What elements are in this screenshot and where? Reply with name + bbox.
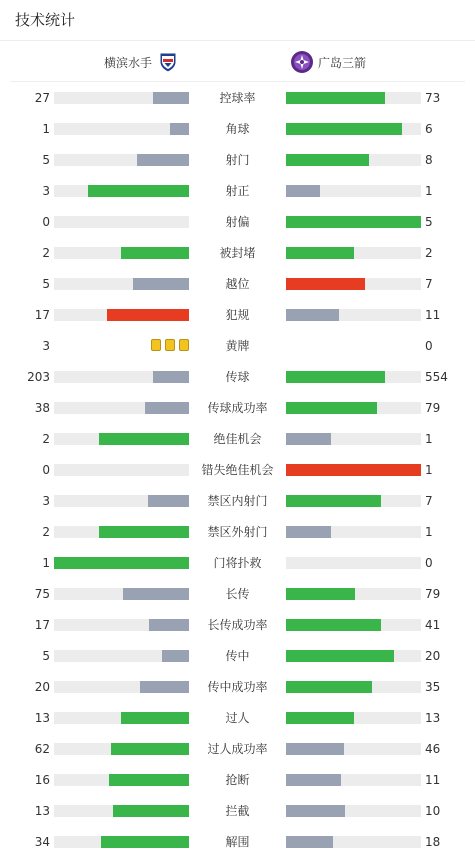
away-stat-bar [286,216,421,228]
yellow-card-icon [165,339,175,351]
stat-row [0,679,475,710]
away-stat-bar [286,774,421,786]
away-stat-value: 11 [425,308,441,322]
stat-label: 拦截 [225,804,250,818]
stat-label: 射偏 [225,215,250,229]
away-stat-value: 13 [425,711,441,725]
home-stat-bar [54,154,189,166]
home-stat-bar [54,123,189,135]
stat-row [0,586,475,617]
home-stat-value: 2 [42,432,50,446]
stat-label: 传中 [225,649,250,663]
home-stat-value: 5 [42,153,50,167]
away-stat-value: 0 [425,556,433,570]
stat-label: 抢断 [225,773,250,787]
home-stat-bar-fill [121,712,189,724]
away-stat-value: 7 [425,494,433,508]
away-stat-value: 79 [425,587,441,601]
stat-row [0,493,475,524]
home-stat-bar-fill [121,247,189,259]
away-stat-value: 73 [425,91,441,105]
away-stat-value: 79 [425,401,441,415]
home-stat-value: 0 [42,463,50,477]
stat-label: 禁区内射门 [207,494,268,508]
home-stat-bar [54,650,189,662]
stat-row [0,121,475,152]
away-stat-bar-fill [286,805,345,817]
away-stat-bar-fill [286,247,354,259]
home-stat-value: 203 [27,370,50,384]
away-stat-bar [286,588,421,600]
away-stat-value: 46 [425,742,441,756]
home-stat-value: 1 [42,556,50,570]
away-stat-value: 1 [425,184,433,198]
home-stat-bar [54,92,189,104]
away-stat-bar [286,619,421,631]
home-stat-value: 17 [34,618,50,632]
home-stat-bar-fill [99,433,189,445]
home-stat-value: 27 [34,91,50,105]
away-stat-bar [286,836,421,848]
stat-row [0,90,475,121]
home-stat-bar [54,278,189,290]
away-stat-value: 5 [425,215,433,229]
away-stat-bar [286,309,421,321]
away-stat-value: 8 [425,153,433,167]
home-stat-bar [54,557,189,569]
away-stat-value: 7 [425,277,433,291]
stat-label: 过人 [225,711,250,725]
teams-header [10,41,465,82]
home-stat-value: 0 [42,215,50,229]
away-stat-bar [286,278,421,290]
stat-label: 绝佳机会 [213,432,262,446]
home-stat-bar-fill [140,681,189,693]
away-stat-bar-fill [286,216,421,228]
away-stat-bar [286,681,421,693]
home-stat-bar [54,743,189,755]
away-stat-bar-fill [286,309,339,321]
away-stat-value: 554 [425,370,448,384]
home-stat-value: 34 [34,835,50,849]
home-stat-bar-fill [162,650,189,662]
stat-row [0,400,475,431]
away-stat-bar [286,712,421,724]
home-stat-value: 16 [34,773,50,787]
away-stat-value: 18 [425,835,441,849]
home-stat-bar-fill [111,743,189,755]
stat-label: 传球 [225,370,250,384]
home-stat-bar-fill [109,774,189,786]
away-stat-bar-fill [286,526,331,538]
away-stat-bar [286,247,421,259]
home-stat-value: 5 [42,649,50,663]
away-stat-bar-fill [286,92,385,104]
away-stat-value: 6 [425,122,433,136]
home-stat-bar-fill [145,402,189,414]
stat-label: 角球 [225,122,250,136]
home-stat-value: 3 [42,184,50,198]
away-stat-bar-fill [286,123,402,135]
home-stat-bar-fill [148,495,189,507]
home-stat-value: 5 [42,277,50,291]
away-team-logo-icon [290,50,314,74]
home-stat-value: 75 [34,587,50,601]
away-stat-bar [286,371,421,383]
away-stat-value: 1 [425,525,433,539]
home-stat-bar [54,712,189,724]
home-stat-bar [54,309,189,321]
away-stat-bar-fill [286,588,355,600]
stat-row [0,152,475,183]
stat-label: 控球率 [219,91,256,105]
home-stat-value: 3 [42,339,50,353]
stat-row [0,183,475,214]
stat-label: 犯规 [225,308,250,322]
stat-row [0,214,475,245]
away-stat-bar-fill [286,464,421,476]
home-stat-bar-fill [101,836,189,848]
home-team[interactable] [104,50,180,74]
home-stat-value: 38 [34,401,50,415]
away-stat-value: 1 [425,432,433,446]
home-stat-bar [54,588,189,600]
home-stat-value: 2 [42,525,50,539]
home-stat-bar-fill [170,123,189,135]
stat-label: 越位 [225,277,250,291]
home-stat-bar [54,371,189,383]
away-stat-bar [286,743,421,755]
away-stat-bar [286,402,421,414]
away-stat-value: 20 [425,649,441,663]
stat-row [0,803,475,834]
home-stat-value: 20 [34,680,50,694]
home-stat-bar-fill [137,154,189,166]
stat-label: 被封堵 [219,246,256,260]
stat-row [0,710,475,741]
away-stat-bar [286,650,421,662]
away-stat-bar-fill [286,433,331,445]
home-stat-bar [54,185,189,197]
stat-row [0,307,475,338]
away-stat-value: 41 [425,618,441,632]
home-stat-value: 1 [42,122,50,136]
stat-row [0,555,475,586]
stat-label: 传中成功率 [207,680,268,694]
away-stat-value: 35 [425,680,441,694]
away-stat-bar [286,123,421,135]
stat-label: 长传 [225,587,250,601]
away-stat-bar-fill [286,774,341,786]
stat-label: 长传成功率 [207,618,268,632]
away-stat-bar-fill [286,743,344,755]
home-stat-value: 2 [42,246,50,260]
stat-row [0,431,475,462]
home-stat-bar-fill [149,619,189,631]
home-stat-bar [54,464,189,476]
home-stat-bar-fill [54,557,189,569]
away-stat-bar-fill [286,495,381,507]
stat-label: 禁区外射门 [207,525,268,539]
home-stat-bar-fill [99,526,189,538]
away-stat-value: 10 [425,804,441,818]
away-stat-bar [286,464,421,476]
home-stat-value: 13 [34,711,50,725]
away-team[interactable] [290,50,366,74]
home-stat-bar [54,216,189,228]
home-stat-bar-fill [88,185,189,197]
away-stat-value: 0 [425,339,433,353]
stat-row [0,834,475,865]
away-stat-bar-fill [286,154,369,166]
home-stat-bar-fill [123,588,189,600]
home-stat-bar [54,433,189,445]
away-stat-bar-fill [286,619,381,631]
away-stat-bar [286,495,421,507]
away-stat-bar-fill [286,712,354,724]
away-stat-value: 1 [425,463,433,477]
home-team-name: 横滨水手 [103,55,152,70]
home-stat-bar [54,681,189,693]
stat-row [0,617,475,648]
yellow-card-icon [179,339,189,351]
away-stat-bar-fill [286,278,365,290]
away-stat-bar [286,185,421,197]
away-stat-bar-fill [286,402,377,414]
home-stat-bar [54,836,189,848]
away-stat-value: 2 [425,246,433,260]
away-stat-bar [286,805,421,817]
home-stat-bar-fill [113,805,189,817]
away-stat-bar-fill [286,681,372,693]
away-stat-bar [286,154,421,166]
home-stat-bar [54,805,189,817]
home-stat-bar [54,526,189,538]
stat-row [0,276,475,307]
away-stat-bar [286,526,421,538]
stat-label: 射正 [225,184,250,198]
home-stat-bar-fill [107,309,189,321]
home-stat-bar-fill [153,371,189,383]
away-stat-bar-fill [286,650,394,662]
home-stat-value: 62 [34,742,50,756]
home-yellow-cards [54,339,189,353]
stat-row [0,369,475,400]
stat-label: 解围 [225,835,250,849]
away-stat-value: 11 [425,773,441,787]
away-team-name: 广岛三箭 [318,55,367,70]
home-stat-bar [54,774,189,786]
stat-row [0,462,475,493]
home-stat-bar-fill [133,278,189,290]
stat-row [0,245,475,276]
stat-row [0,338,475,369]
home-stat-bar-fill [153,92,189,104]
home-stat-bar [54,402,189,414]
stat-row [0,741,475,772]
away-stat-bar-fill [286,185,320,197]
away-stat-bar [286,433,421,445]
home-stat-bar [54,619,189,631]
home-stat-value: 13 [34,804,50,818]
stat-label: 门将扑救 [213,556,262,570]
stat-label: 过人成功率 [207,742,268,756]
away-stat-bar-fill [286,836,333,848]
home-stat-value: 17 [34,308,50,322]
stat-row [0,648,475,679]
stat-row [0,524,475,555]
stat-label: 射门 [225,153,250,167]
home-stat-bar [54,495,189,507]
away-stat-bar [286,92,421,104]
home-stat-bar [54,247,189,259]
stat-label: 黄牌 [225,339,250,353]
away-stat-bar [286,557,421,569]
home-team-logo-icon [156,50,180,74]
stat-label: 错失绝佳机会 [201,463,274,477]
stat-label: 传球成功率 [207,401,268,415]
home-stat-value: 3 [42,494,50,508]
stat-row [0,772,475,803]
yellow-card-icon [151,339,161,351]
page-title: 技术统计 [0,0,475,41]
away-stat-bar-fill [286,371,385,383]
